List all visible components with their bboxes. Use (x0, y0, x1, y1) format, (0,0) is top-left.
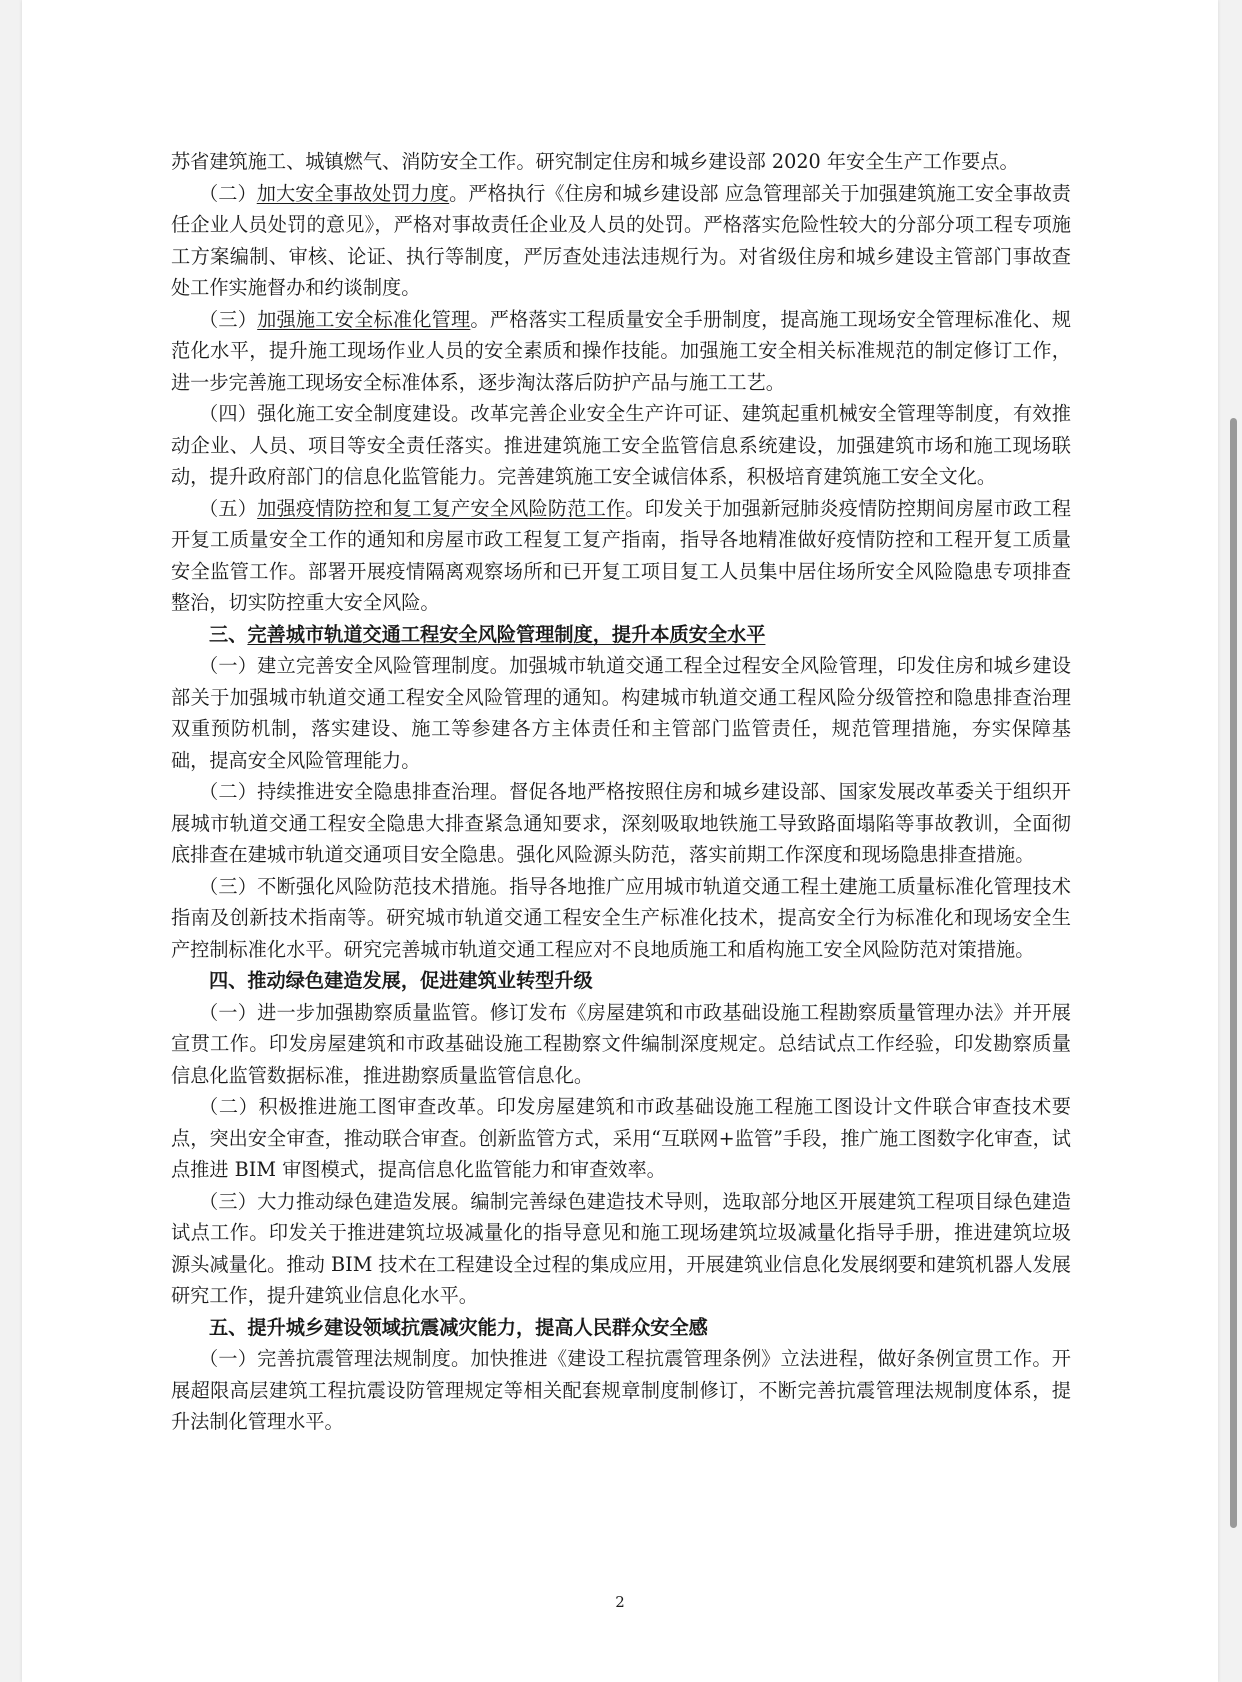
text-run: （三）大力推动绿色建造发展。编制完善绿色建造技术导则，选取部分地区开展建筑工程项目绿色建造试点工作。印发关于推进建筑垃圾减量化的指导意见和施工现场建筑垃圾减量化指导手册，推进建筑垃圾源头减量化。推动 BIM 技术在工程建设全过程的集成应用，开展建筑业信息化发展纲要和建筑机器人发展研究工作，提升建筑业信息化水平。 (171, 1189, 1071, 1307)
text-run: （三）不断强化风险防范技术措施。指导各地推广应用城市轨道交通工程土建施工质量标准化管理技术指南及创新技术指南等。研究城市轨道交通工程安全生产标准化技术，提高安全行为标准化和现场安全生产控制标准化水平。研究完善城市轨道交通工程应对不良地质施工和盾构施工安全风险防范对策措施。 (171, 874, 1071, 961)
paragraph (171, 997, 1071, 1092)
text-run: （四）强化施工安全制度建设。改革完善企业安全生产许可证、建筑起重机械安全管理等制度，有效推动企业、人员、项目等安全责任落实。推进建筑施工安全监管信息系统建设，加强建筑市场和施工现场联动，提升政府部门的信息化监管能力。完善建筑施工安全诚信体系，积极培育建筑施工安全文化。 (171, 402, 1071, 488)
text-run: 五、提升城乡建设领域抗震减灾能力，提高人民群众安全感 (209, 1315, 708, 1339)
section-heading (171, 1312, 1071, 1344)
paragraph (171, 871, 1071, 966)
section-heading (171, 619, 1071, 651)
section-heading (171, 965, 1071, 997)
text-run: 三、 (209, 622, 248, 646)
text-run: （二）持续推进安全隐患排查治理。督促各地严格按照住房和城乡建设部、国家发展改革委关于组织开展城市轨道交通工程安全隐患大排查紧急通知要求，深刻吸取地铁施工导致路面塌陷等事故教训，全面彻底排查在建城市轨道交通项目安全隐患。强化风险源头防范，落实前期工作深度和现场隐患排查措施。 (171, 780, 1071, 866)
text-run: 。严格执行《住房和城乡建设部 应急管理部关于加强建筑施工安全事故责任企业人员处罚的意见》，严格对事故责任企业及人员的处罚。严格落实危险性较大的分部分项工程专项施工方案编制、审核、论证、执行等制度，严厉查处违法违规行为。对省级住房和城乡建设主管部门事故查处工作实施督办和约谈制度。 (171, 181, 1071, 299)
text-run: （一）建立完善安全风险管理制度。加强城市轨道交通工程全过程安全风险管理，印发住房和城乡建设部关于加强城市轨道交通工程安全风险管理的通知。构建城市轨道交通工程风险分级管控和隐患排查治理双重预防机制，落实建设、施工等参建各方主体责任和主管部门监管责任，规范管理措施，夯实保障基础，提高安全风险管理能力。 (171, 654, 1071, 772)
text-run: 。印发关于加强新冠肺炎疫情防控期间房屋市政工程开复工质量安全工作的通知和房屋市政工程复工复产指南，指导各地精准做好疫情防控和工程开复工质量安全监管工作。部署开展疫情隔离观察场所和已开复工项目复工人员集中居住场所安全风险隐患专项排查整治，切实防控重大安全风险。 (171, 496, 1072, 614)
underlined-text: 完善城市轨道交通工程安全风险管理制度，提升本质安全水平 (247, 622, 766, 646)
text-run: 四、推动绿色建造发展，促进建筑业转型升级 (209, 969, 593, 992)
paragraph (171, 146, 1071, 178)
paragraph (171, 1091, 1071, 1186)
paragraph (171, 398, 1071, 493)
text-run: 苏省建筑施工、城镇燃气、消防安全工作。研究制定住房和城乡建设部 2020 年安全生产工作要点。 (171, 150, 1019, 173)
scrollbar-thumb[interactable] (1230, 418, 1237, 1528)
underlined-text: 加强疫情防控和复工复产安全风险防范工作 (257, 496, 626, 520)
text-run: （一）进一步加强勘察质量监管。修订发布《房屋建筑和市政基础设施工程勘察质量管理办法》并开展宣贯工作。印发房屋建筑和市政基础设施工程勘察文件编制深度规定。总结试点工作经验，印发勘察质量信息化监管数据标准，推进勘察质量监管信息化。 (171, 1000, 1071, 1087)
paragraph (171, 304, 1071, 399)
text-run: （二）积极推进施工图审查改革。印发房屋建筑和市政基础设施工程施工图设计文件联合审查技术要点，突出安全审查，推动联合审查。创新监管方式，采用“互联网+监管”手段，推广施工图数字化审查，试点推进 BIM 审图模式，提高信息化监管能力和审查效率。 (171, 1095, 1071, 1181)
paragraph (171, 650, 1071, 776)
text-run: （五） (199, 496, 258, 520)
vertical-scrollbar[interactable] (1224, 0, 1242, 1682)
text-run: （一）完善抗震管理法规制度。加快推进《建设工程抗震管理条例》立法进程，做好条例宣贯工作。开展超限高层建筑工程抗震设防管理规定等相关配套规章制度制修订，不断完善抗震管理法规制度体系，提升法制化管理水平。 (171, 1347, 1071, 1433)
text-run: （二） (199, 181, 257, 205)
text-run: 。严格落实工程质量安全手册制度，提高施工现场安全管理标准化、规范化水平，提升施工现场作业人员的安全素质和操作技能。加强施工安全相关标准规范的制定修订工作，进一步完善施工现场安全标准体系，逐步淘汰落后防护产品与施工工艺。 (171, 307, 1072, 394)
paragraph (171, 493, 1071, 619)
paragraph (171, 776, 1071, 871)
document-page (22, 0, 1218, 1682)
underlined-text: 加大安全事故处罚力度 (256, 181, 450, 205)
page-number: 2 (615, 1593, 625, 1611)
text-run: （三） (199, 307, 258, 331)
paragraph (171, 1343, 1071, 1438)
underlined-text: 加强施工安全标准化管理 (257, 307, 471, 331)
document-body (171, 146, 1071, 1438)
paragraph (171, 178, 1071, 304)
paragraph (171, 1186, 1071, 1312)
